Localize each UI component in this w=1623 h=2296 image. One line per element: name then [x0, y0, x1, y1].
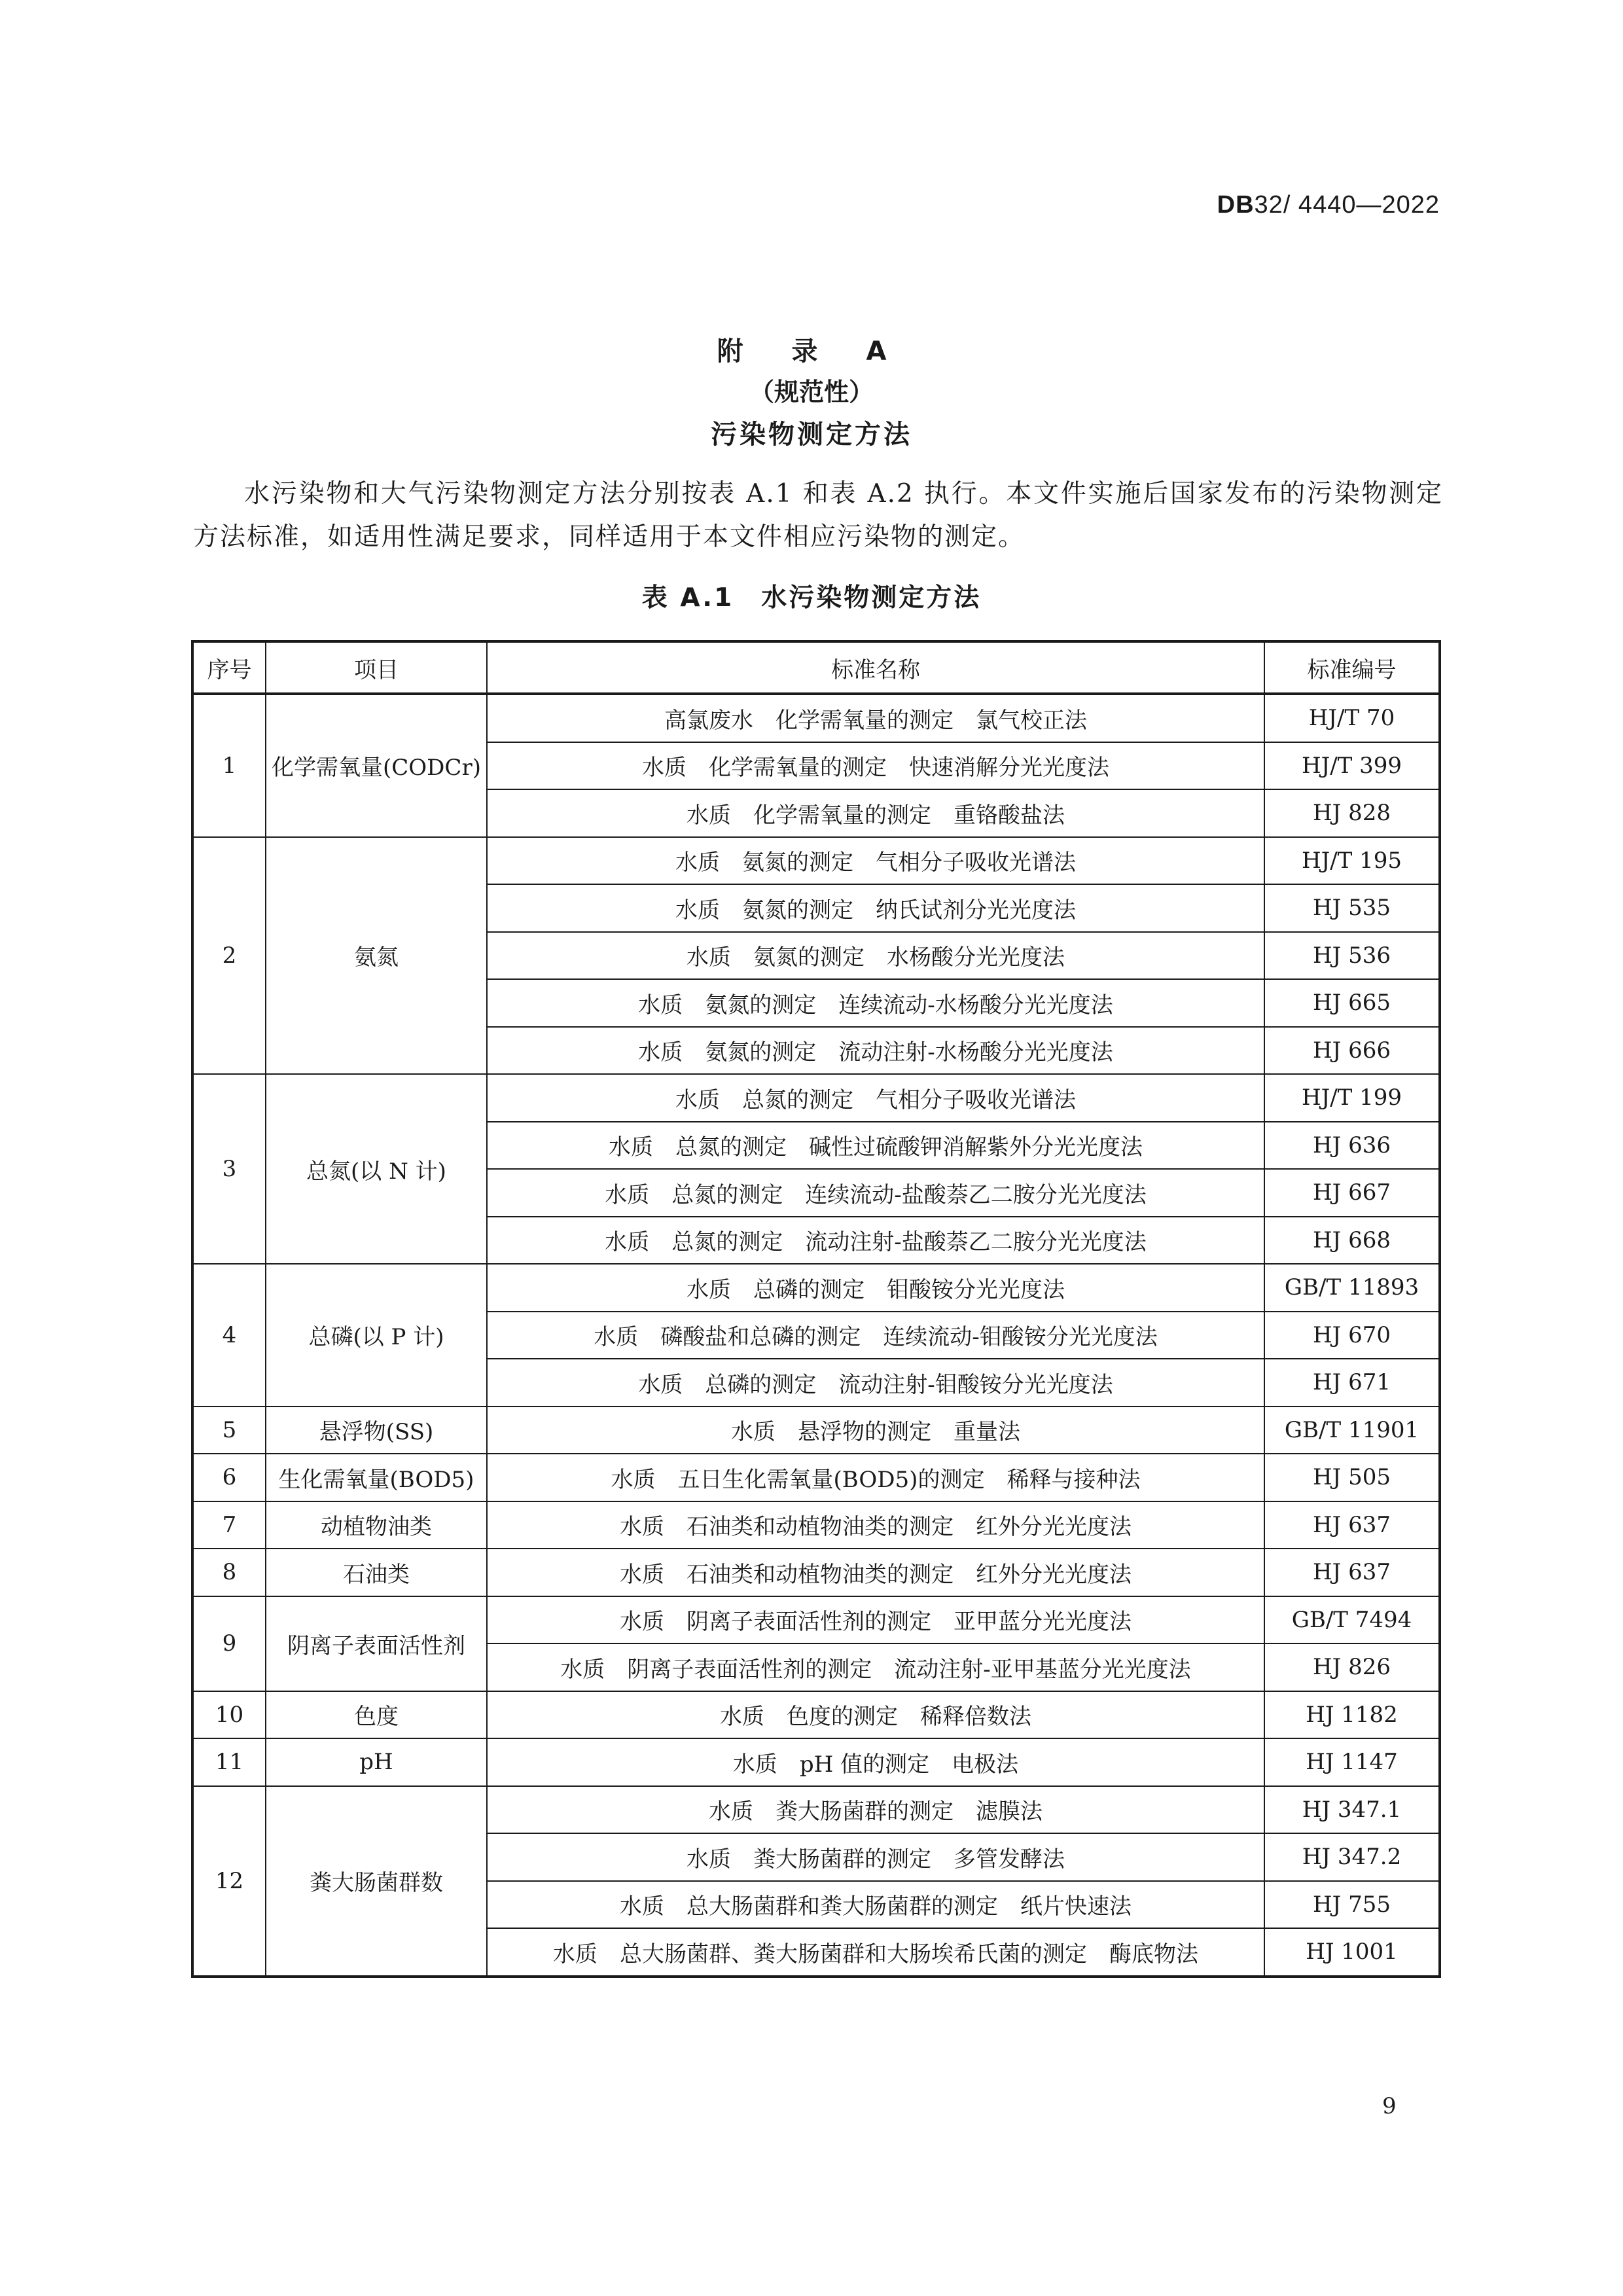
header-no: 序号 [192, 641, 266, 694]
standard-code: HJ 666 [1264, 1027, 1440, 1075]
row-number: 5 [192, 1407, 266, 1454]
standard-name: 水质 石油类和动植物油类的测定 红外分光光度法 [487, 1549, 1264, 1596]
table-row [192, 837, 1440, 885]
table-row [192, 1454, 1440, 1501]
table-row [192, 1074, 1440, 1122]
standard-code: HJ 668 [1264, 1217, 1440, 1265]
pollutant-item: pH [266, 1738, 487, 1786]
header-standard-name: 标准名称 [487, 641, 1264, 694]
row-number: 2 [192, 837, 266, 1075]
table-caption: 表 A.1 水污染物测定方法 [641, 583, 982, 613]
standard-name: 水质 色度的测定 稀释倍数法 [487, 1691, 1264, 1739]
standard-code: GB/T 11901 [1264, 1407, 1440, 1454]
standard-name: 水质 氨氮的测定 纳氏试剂分光光度法 [487, 884, 1264, 932]
row-number: 8 [192, 1549, 266, 1596]
standard-name: 水质 氨氮的测定 流动注射-水杨酸分光光度法 [487, 1027, 1264, 1075]
row-number: 7 [192, 1501, 266, 1549]
standard-name: 水质 总大肠菌群、粪大肠菌群和大肠埃希氏菌的测定 酶底物法 [487, 1928, 1264, 1977]
standard-code: HJ/T 399 [1264, 742, 1440, 790]
row-number: 11 [192, 1738, 266, 1786]
standard-name: 水质 化学需氧量的测定 重铬酸盐法 [487, 789, 1264, 837]
row-number: 9 [192, 1596, 266, 1691]
table-body [192, 694, 1440, 1977]
standard-name: 水质 总磷的测定 流动注射-钼酸铵分光光度法 [487, 1359, 1264, 1407]
page-number: 9 [1382, 2093, 1397, 2119]
header-standard-code: 标准编号 [1264, 641, 1440, 694]
standard-name: 高氯废水 化学需氧量的测定 氯气校正法 [487, 694, 1264, 742]
pollutant-item: 化学需氧量(CODCr) [266, 694, 487, 837]
standard-code: HJ 670 [1264, 1312, 1440, 1359]
table-row [192, 1738, 1440, 1786]
standard-code: HJ 505 [1264, 1454, 1440, 1501]
standard-name: 水质 粪大肠菌群的测定 多管发酵法 [487, 1833, 1264, 1881]
pollutant-item: 氨氮 [266, 837, 487, 1075]
table-row [192, 1264, 1440, 1312]
standard-code: HJ 347.2 [1264, 1833, 1440, 1881]
row-number: 3 [192, 1074, 266, 1264]
standard-code: HJ 826 [1264, 1643, 1440, 1691]
standard-name: 水质 总氮的测定 碱性过硫酸钾消解紫外分光光度法 [487, 1122, 1264, 1170]
standard-name: 水质 化学需氧量的测定 快速消解分光光度法 [487, 742, 1264, 790]
table-row [192, 1549, 1440, 1596]
standard-name: 水质 总氮的测定 连续流动-盐酸萘乙二胺分光光度法 [487, 1169, 1264, 1217]
document-code-prefix: DB [1217, 191, 1255, 219]
document-code-number: 32/ 4440—2022 [1254, 191, 1440, 219]
standard-name: 水质 氨氮的测定 气相分子吸收光谱法 [487, 837, 1264, 885]
standard-code: HJ 755 [1264, 1881, 1440, 1929]
table-row [192, 694, 1440, 742]
table-row [192, 1596, 1440, 1644]
standard-name: 水质 总磷的测定 钼酸铵分光光度法 [487, 1264, 1264, 1312]
standard-code: HJ 636 [1264, 1122, 1440, 1170]
standard-code: HJ 1001 [1264, 1928, 1440, 1977]
standard-name: 水质 磷酸盐和总磷的测定 连续流动-钼酸铵分光光度法 [487, 1312, 1264, 1359]
pollutant-item: 悬浮物(SS) [266, 1407, 487, 1454]
table-header-row [192, 641, 1440, 694]
standard-name: 水质 粪大肠菌群的测定 滤膜法 [487, 1786, 1264, 1834]
pollutant-item: 色度 [266, 1691, 487, 1739]
standard-code: HJ 828 [1264, 789, 1440, 837]
standard-code: HJ/T 195 [1264, 837, 1440, 885]
standard-name: 水质 总氮的测定 气相分子吸收光谱法 [487, 1074, 1264, 1122]
standard-name: 水质 悬浮物的测定 重量法 [487, 1407, 1264, 1454]
appendix-type: （规范性） [749, 378, 874, 406]
standard-code: HJ 667 [1264, 1169, 1440, 1217]
standard-name: 水质 pH 值的测定 电极法 [487, 1738, 1264, 1786]
row-number: 12 [192, 1786, 266, 1977]
standard-code: HJ 637 [1264, 1501, 1440, 1549]
pollutant-item: 生化需氧量(BOD5) [266, 1454, 487, 1501]
pollutant-item: 总氮(以 N 计) [266, 1074, 487, 1264]
standard-code: GB/T 7494 [1264, 1596, 1440, 1644]
standard-code: HJ 347.1 [1264, 1786, 1440, 1834]
header-item: 项目 [266, 641, 487, 694]
row-number: 1 [192, 694, 266, 837]
pollutant-item: 粪大肠菌群数 [266, 1786, 487, 1977]
standard-name: 水质 总大肠菌群和粪大肠菌群的测定 纸片快速法 [487, 1881, 1264, 1929]
pollutant-item: 总磷(以 P 计) [266, 1264, 487, 1407]
pollutant-item: 动植物油类 [266, 1501, 487, 1549]
pollutant-item: 阴离子表面活性剂 [266, 1596, 487, 1691]
appendix-title: 附 录 A [717, 336, 906, 367]
row-number: 6 [192, 1454, 266, 1501]
standard-code: HJ 671 [1264, 1359, 1440, 1407]
standard-name: 水质 阴离子表面活性剂的测定 亚甲蓝分光光度法 [487, 1596, 1264, 1644]
standard-name: 水质 氨氮的测定 连续流动-水杨酸分光光度法 [487, 979, 1264, 1027]
standard-name: 水质 氨氮的测定 水杨酸分光光度法 [487, 932, 1264, 980]
pollutant-item: 石油类 [266, 1549, 487, 1596]
standard-code: HJ 1147 [1264, 1738, 1440, 1786]
standard-code: HJ 1182 [1264, 1691, 1440, 1739]
document-code [1217, 191, 1440, 219]
standard-name: 水质 阴离子表面活性剂的测定 流动注射-亚甲基蓝分光光度法 [487, 1643, 1264, 1691]
appendix-subject: 污染物测定方法 [711, 420, 912, 450]
standard-code: HJ 536 [1264, 932, 1440, 980]
table-row [192, 1691, 1440, 1739]
row-number: 4 [192, 1264, 266, 1407]
standard-code: HJ 535 [1264, 884, 1440, 932]
table-row [192, 1501, 1440, 1549]
methods-table [191, 640, 1441, 1978]
standard-code: HJ 665 [1264, 979, 1440, 1027]
standard-code: GB/T 11893 [1264, 1264, 1440, 1312]
standard-code: HJ/T 70 [1264, 694, 1440, 742]
table-row [192, 1407, 1440, 1454]
standard-name: 水质 五日生化需氧量(BOD5)的测定 稀释与接种法 [487, 1454, 1264, 1501]
standard-name: 水质 石油类和动植物油类的测定 红外分光光度法 [487, 1501, 1264, 1549]
standard-name: 水质 总氮的测定 流动注射-盐酸萘乙二胺分光光度法 [487, 1217, 1264, 1265]
standard-code: HJ 637 [1264, 1549, 1440, 1596]
intro-paragraph: 水污染物和大气污染物测定方法分别按表 A.1 和表 A.2 执行。本文件实施后国家发布的污染物测定方法标准，如适用性满足要求，同样适用于本文件相应污染物的测定。 [193, 479, 1443, 552]
row-number: 10 [192, 1691, 266, 1739]
table-row [192, 1786, 1440, 1834]
standard-code: HJ/T 199 [1264, 1074, 1440, 1122]
